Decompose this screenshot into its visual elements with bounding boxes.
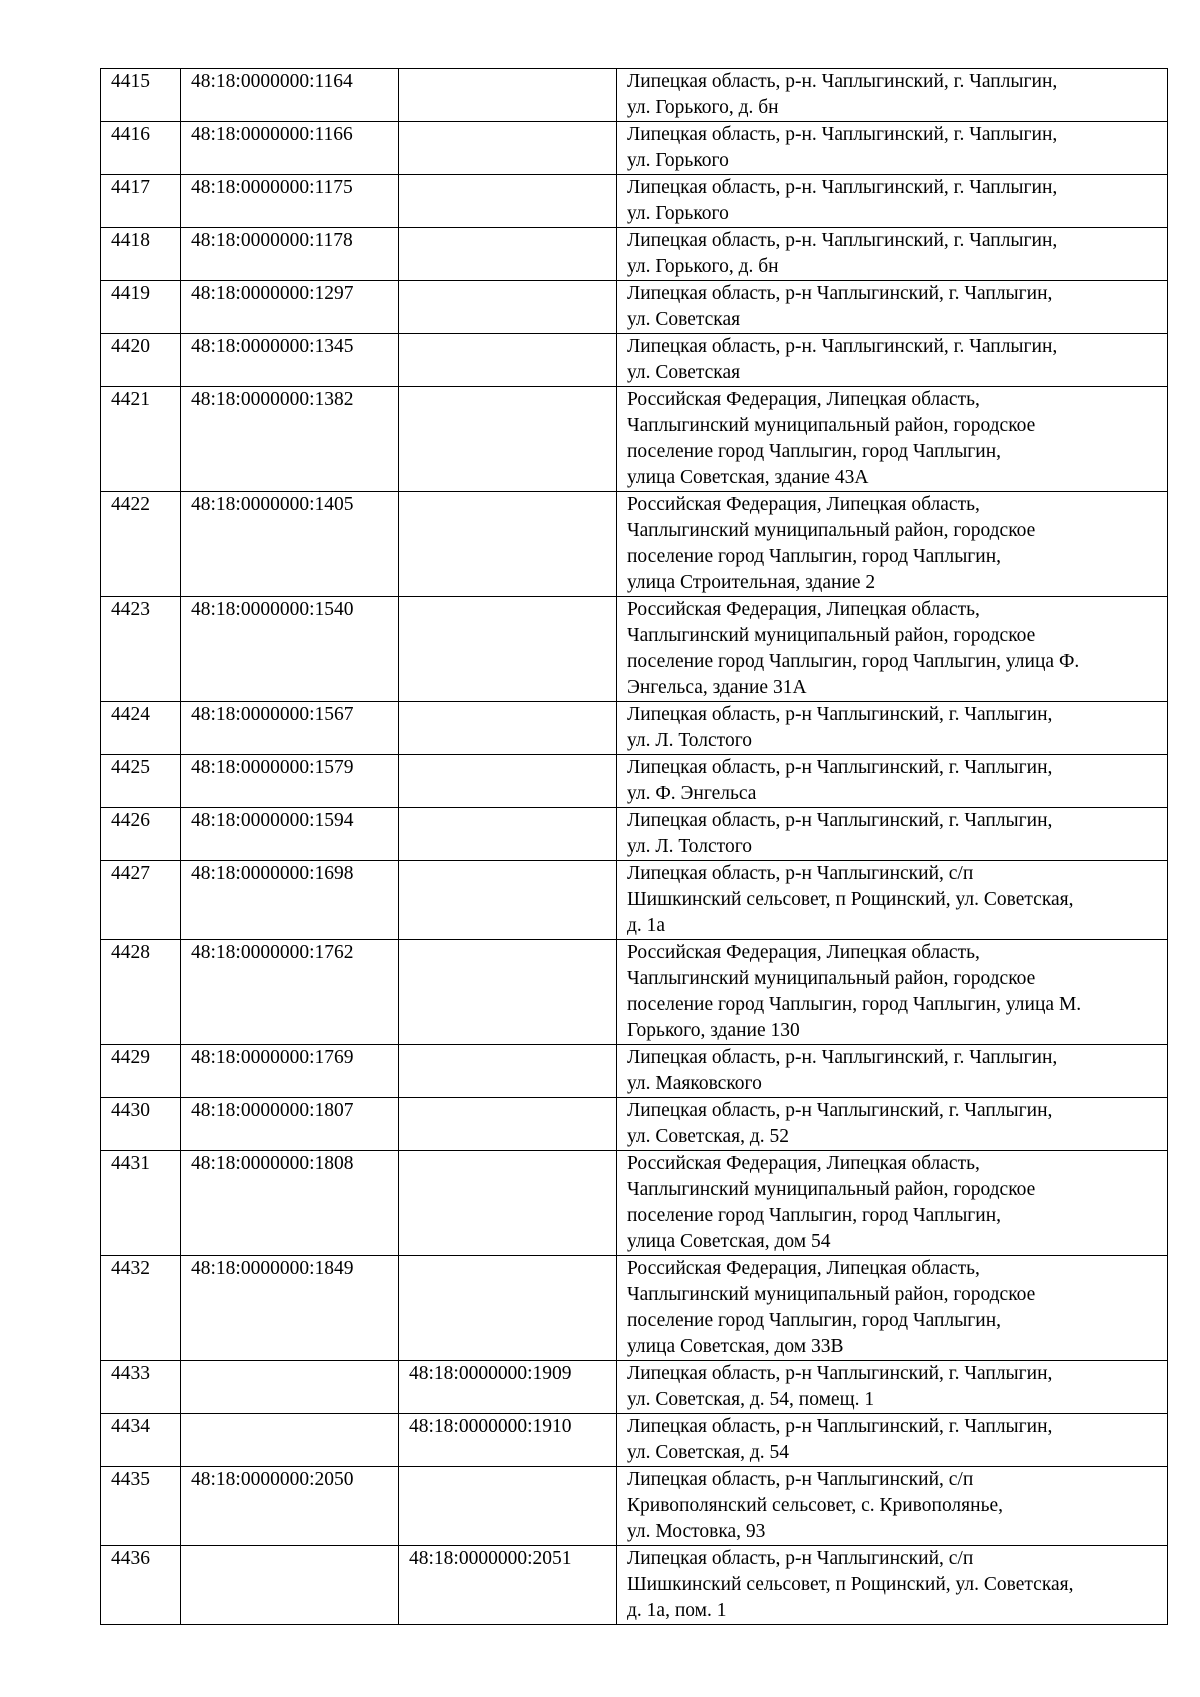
address-line: Липецкая область, р-н Чаплыгинский, с/п [627, 1469, 974, 1490]
registry-table [100, 68, 1168, 1625]
address-cell [617, 334, 1168, 387]
address-line: ул. Советская [627, 362, 741, 383]
row-number-cell: 4433 [101, 1361, 181, 1414]
premises-cadastral-number-cell [399, 1256, 617, 1361]
cadastral-number-cell: 48:18:0000000:1762 [181, 940, 399, 1045]
premises-cadastral-number-cell [399, 940, 617, 1045]
row-number-cell: 4426 [101, 808, 181, 861]
row-number-cell: 4430 [101, 1098, 181, 1151]
address-line: Липецкая область, р-н. Чаплыгинский, г. Чаплыгин, [627, 124, 1058, 145]
premises-cadastral-number-cell [399, 387, 617, 492]
address-line: ул. Л. Толстого [627, 836, 752, 857]
premises-cadastral-number-cell [399, 228, 617, 281]
premises-cadastral-number-cell [399, 122, 617, 175]
premises-cadastral-number-cell: 48:18:0000000:1910 [399, 1414, 617, 1467]
address-line: Липецкая область, р-н. Чаплыгинский, г. Чаплыгин, [627, 230, 1058, 251]
address-line: улица Советская, дом 33В [627, 1336, 844, 1357]
row-number-cell: 4424 [101, 702, 181, 755]
premises-cadastral-number-cell [399, 334, 617, 387]
address-cell [617, 597, 1168, 702]
address-line: ул. Советская [627, 309, 741, 330]
table-row [101, 1098, 1168, 1151]
table-row [101, 1546, 1168, 1625]
address-line: Российская Федерация, Липецкая область, [627, 599, 980, 620]
address-cell [617, 69, 1168, 122]
premises-cadastral-number-cell [399, 175, 617, 228]
address-line: Российская Федерация, Липецкая область, [627, 389, 980, 410]
row-number-cell: 4436 [101, 1546, 181, 1625]
premises-cadastral-number-cell [399, 1045, 617, 1098]
address-cell [617, 492, 1168, 597]
table-row [101, 1414, 1168, 1467]
cadastral-number-cell [181, 1414, 399, 1467]
address-line: улица Советская, дом 54 [627, 1231, 831, 1252]
row-number-cell: 4420 [101, 334, 181, 387]
address-cell [617, 228, 1168, 281]
address-line: Чаплыгинский муниципальный район, городское [627, 1179, 1036, 1200]
row-number-cell: 4432 [101, 1256, 181, 1361]
table-row [101, 175, 1168, 228]
address-cell [617, 1151, 1168, 1256]
row-number-cell: 4429 [101, 1045, 181, 1098]
address-cell [617, 175, 1168, 228]
address-line: ул. Горького, д. бн [627, 256, 779, 277]
address-line: Шишкинский сельсовет, п Рощинский, ул. Советская, [627, 889, 1074, 910]
address-line: Кривополянский сельсовет, с. Кривополянье, [627, 1495, 1003, 1516]
cadastral-number-cell: 48:18:0000000:1166 [181, 122, 399, 175]
address-line: Российская Федерация, Липецкая область, [627, 942, 980, 963]
premises-cadastral-number-cell [399, 755, 617, 808]
address-cell [617, 122, 1168, 175]
row-number-cell: 4434 [101, 1414, 181, 1467]
address-cell [617, 1414, 1168, 1467]
address-line: ул. Советская, д. 54, помещ. 1 [627, 1389, 875, 1410]
cadastral-number-cell: 48:18:0000000:1594 [181, 808, 399, 861]
address-line: Липецкая область, р-н. Чаплыгинский, г. Чаплыгин, [627, 71, 1058, 92]
address-line: Липецкая область, р-н Чаплыгинский, г. Чаплыгин, [627, 1416, 1053, 1437]
premises-cadastral-number-cell [399, 808, 617, 861]
cadastral-number-cell: 48:18:0000000:1345 [181, 334, 399, 387]
registry-table-body [101, 69, 1168, 1625]
table-row [101, 755, 1168, 808]
table-row [101, 861, 1168, 940]
address-line: Липецкая область, р-н Чаплыгинский, г. Чаплыгин, [627, 757, 1053, 778]
cadastral-number-cell: 48:18:0000000:1164 [181, 69, 399, 122]
premises-cadastral-number-cell [399, 69, 617, 122]
table-row [101, 1151, 1168, 1256]
cadastral-number-cell: 48:18:0000000:1807 [181, 1098, 399, 1151]
cadastral-number-cell: 48:18:0000000:1175 [181, 175, 399, 228]
cadastral-number-cell: 48:18:0000000:1579 [181, 755, 399, 808]
premises-cadastral-number-cell [399, 1098, 617, 1151]
table-row [101, 69, 1168, 122]
address-cell [617, 281, 1168, 334]
row-number-cell: 4419 [101, 281, 181, 334]
address-line: Чаплыгинский муниципальный район, городское [627, 625, 1036, 646]
address-cell [617, 1256, 1168, 1361]
address-cell [617, 861, 1168, 940]
row-number-cell: 4422 [101, 492, 181, 597]
address-cell [617, 1098, 1168, 1151]
address-line: Чаплыгинский муниципальный район, городское [627, 1284, 1036, 1305]
cadastral-number-cell [181, 1361, 399, 1414]
cadastral-number-cell: 48:18:0000000:1567 [181, 702, 399, 755]
row-number-cell: 4421 [101, 387, 181, 492]
address-line: ул. Советская, д. 52 [627, 1126, 790, 1147]
row-number-cell: 4423 [101, 597, 181, 702]
address-cell [617, 1045, 1168, 1098]
address-line: Чаплыгинский муниципальный район, городское [627, 520, 1036, 541]
address-cell [617, 1546, 1168, 1625]
address-cell [617, 940, 1168, 1045]
cadastral-number-cell: 48:18:0000000:1540 [181, 597, 399, 702]
cadastral-number-cell: 48:18:0000000:1297 [181, 281, 399, 334]
table-row [101, 281, 1168, 334]
address-line: Липецкая область, р-н Чаплыгинский, г. Чаплыгин, [627, 1363, 1053, 1384]
address-line: Российская Федерация, Липецкая область, [627, 494, 980, 515]
cadastral-number-cell: 48:18:0000000:1405 [181, 492, 399, 597]
premises-cadastral-number-cell [399, 702, 617, 755]
address-line: Липецкая область, р-н. Чаплыгинский, г. Чаплыгин, [627, 177, 1058, 198]
address-line: Липецкая область, р-н. Чаплыгинский, г. Чаплыгин, [627, 1047, 1058, 1068]
row-number-cell: 4425 [101, 755, 181, 808]
table-row [101, 1467, 1168, 1546]
address-line: ул. Мостовка, 93 [627, 1521, 766, 1542]
cadastral-number-cell: 48:18:0000000:1382 [181, 387, 399, 492]
cadastral-number-cell: 48:18:0000000:1178 [181, 228, 399, 281]
address-line: ул. Ф. Энгельса [627, 783, 757, 804]
address-line: Энгельса, здание 31А [627, 677, 807, 698]
row-number-cell: 4435 [101, 1467, 181, 1546]
address-line: ул. Горького [627, 203, 729, 224]
address-cell [617, 1361, 1168, 1414]
address-line: поселение город Чаплыгин, город Чаплыгин, [627, 546, 1002, 567]
premises-cadastral-number-cell: 48:18:0000000:2051 [399, 1546, 617, 1625]
address-line: поселение город Чаплыгин, город Чаплыгин, [627, 441, 1002, 462]
premises-cadastral-number-cell: 48:18:0000000:1909 [399, 1361, 617, 1414]
cadastral-number-cell: 48:18:0000000:1849 [181, 1256, 399, 1361]
address-line: Липецкая область, р-н Чаплыгинский, с/п [627, 863, 974, 884]
premises-cadastral-number-cell [399, 281, 617, 334]
cadastral-number-cell: 48:18:0000000:1808 [181, 1151, 399, 1256]
address-line: поселение город Чаплыгин, город Чаплыгин, улица М. [627, 994, 1082, 1015]
row-number-cell: 4427 [101, 861, 181, 940]
table-row [101, 334, 1168, 387]
address-line: Липецкая область, р-н Чаплыгинский, г. Чаплыгин, [627, 1100, 1053, 1121]
address-line: Липецкая область, р-н. Чаплыгинский, г. Чаплыгин, [627, 336, 1058, 357]
address-line: поселение город Чаплыгин, город Чаплыгин, [627, 1205, 1002, 1226]
table-row [101, 1361, 1168, 1414]
cadastral-number-cell: 48:18:0000000:1698 [181, 861, 399, 940]
address-line: Липецкая область, р-н Чаплыгинский, с/п [627, 1548, 974, 1569]
cadastral-number-cell: 48:18:0000000:2050 [181, 1467, 399, 1546]
address-cell [617, 808, 1168, 861]
address-line: Шишкинский сельсовет, п Рощинский, ул. Советская, [627, 1574, 1074, 1595]
premises-cadastral-number-cell [399, 492, 617, 597]
row-number-cell: 4416 [101, 122, 181, 175]
address-line: Липецкая область, р-н Чаплыгинский, г. Чаплыгин, [627, 283, 1053, 304]
address-line: Горького, здание 130 [627, 1020, 800, 1041]
table-row [101, 387, 1168, 492]
address-line: ул. Горького, д. бн [627, 97, 779, 118]
table-row [101, 808, 1168, 861]
table-row [101, 492, 1168, 597]
premises-cadastral-number-cell [399, 861, 617, 940]
address-cell [617, 387, 1168, 492]
address-line: Российская Федерация, Липецкая область, [627, 1153, 980, 1174]
row-number-cell: 4415 [101, 69, 181, 122]
premises-cadastral-number-cell [399, 1151, 617, 1256]
premises-cadastral-number-cell [399, 597, 617, 702]
address-line: Чаплыгинский муниципальный район, городское [627, 415, 1036, 436]
address-line: ул. Л. Толстого [627, 730, 752, 751]
premises-cadastral-number-cell [399, 1467, 617, 1546]
address-line: улица Строительная, здание 2 [627, 572, 876, 593]
address-line: д. 1а, пом. 1 [627, 1600, 727, 1621]
address-line: Российская Федерация, Липецкая область, [627, 1258, 980, 1279]
address-line: ул. Горького [627, 150, 729, 171]
table-row [101, 122, 1168, 175]
cadastral-number-cell: 48:18:0000000:1769 [181, 1045, 399, 1098]
address-line: Чаплыгинский муниципальный район, городское [627, 968, 1036, 989]
address-line: Липецкая область, р-н Чаплыгинский, г. Чаплыгин, [627, 704, 1053, 725]
table-row [101, 228, 1168, 281]
table-row [101, 1256, 1168, 1361]
table-row [101, 702, 1168, 755]
address-cell [617, 702, 1168, 755]
address-line: ул. Советская, д. 54 [627, 1442, 790, 1463]
table-row [101, 597, 1168, 702]
address-line: д. 1а [627, 915, 666, 936]
address-line: поселение город Чаплыгин, город Чаплыгин, улица Ф. [627, 651, 1080, 672]
table-row [101, 940, 1168, 1045]
table-row [101, 1045, 1168, 1098]
address-cell [617, 755, 1168, 808]
row-number-cell: 4428 [101, 940, 181, 1045]
address-line: улица Советская, здание 43А [627, 467, 869, 488]
address-line: Липецкая область, р-н Чаплыгинский, г. Чаплыгин, [627, 810, 1053, 831]
row-number-cell: 4431 [101, 1151, 181, 1256]
address-cell [617, 1467, 1168, 1546]
address-line: поселение город Чаплыгин, город Чаплыгин, [627, 1310, 1002, 1331]
cadastral-number-cell [181, 1546, 399, 1625]
row-number-cell: 4418 [101, 228, 181, 281]
address-line: ул. Маяковского [627, 1073, 762, 1094]
row-number-cell: 4417 [101, 175, 181, 228]
